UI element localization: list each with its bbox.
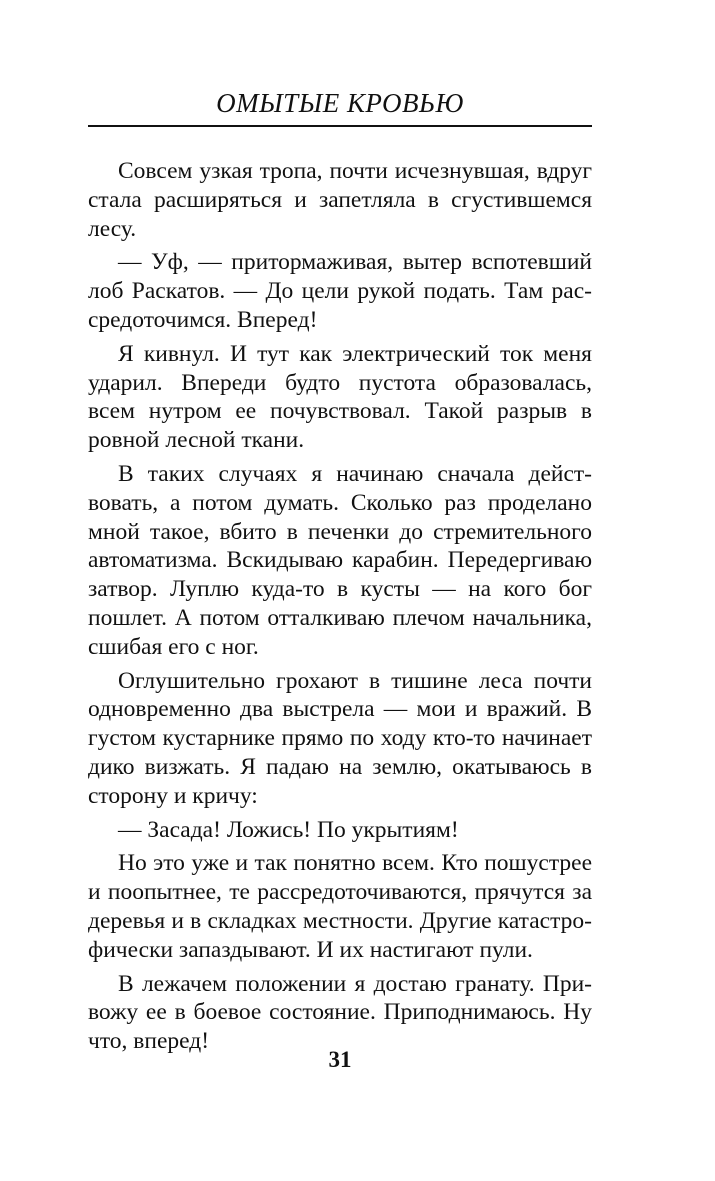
- paragraph: Оглушительно грохают в тишине леса почти одновременно два выстрела — мои и вражий. В густом кустарнике прямо по ходу кто-то начинает дико визжать. Я падаю на землю, окатываюсь в сторону и кричу:: [88, 667, 592, 809]
- paragraph: В таких случаях я начинаю сначала действовать, а потом думать. Сколько раз проделано мной такое, вбито в печенки до стремительного автоматизма. Вскидываю карабин. Передергиваю затвор. Луплю куда-то в кусты — на кого бог пошлет. А потом отталкиваю плечом начальника, сшибая его с ног.: [88, 460, 592, 660]
- paragraph: Я кивнул. И тут как электрический ток меня ударил. Впереди будто пустота образовалась, всем нутром ее почувствовал. Такой разрыв в ровной лесной ткани.: [88, 340, 592, 454]
- running-head: ОМЫТЫЕ КРОВЬЮ: [216, 88, 464, 118]
- page-number: 31: [328, 1047, 352, 1072]
- header-rule: [88, 125, 592, 127]
- body-text: [88, 157, 592, 1061]
- paragraph: В лежачем положении я достаю гранату. Привожу ее в боевое состояние. Приподнимаюсь. Ну что, вперед!: [88, 970, 592, 1055]
- paragraph: Но это уже и так понятно всем. Кто пошустрее и поопытнее, те рассредоточиваются, прячутся за деревья и в складках местности. Другие катастрофически запаздывают. И их настигают пули.: [88, 850, 592, 963]
- paragraph: — Засада! Ложись! По укрытиям!: [118, 816, 459, 843]
- paragraph: Совсем узкая тропа, почти исчезнувшая, вдруг стала расширяться и запетляла в сгустившемся лесу.: [88, 158, 592, 242]
- paragraph: — Уф, — притормаживая, вытер вспотевший лоб Раскатов. — До цели рукой подать. Там рассредоточимся. Вперед!: [88, 249, 592, 333]
